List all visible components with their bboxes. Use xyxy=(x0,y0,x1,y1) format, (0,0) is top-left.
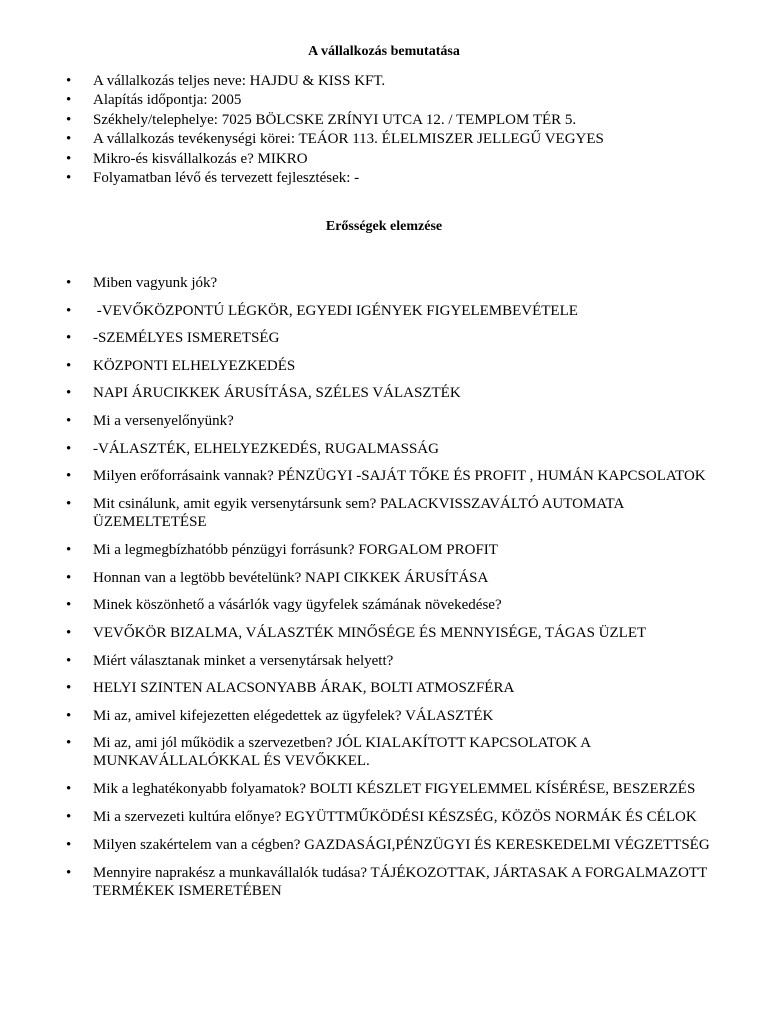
company-info-list xyxy=(0,72,768,188)
bullet-icon: • xyxy=(66,170,72,187)
list-item-text: HELYI SZINTEN ALACSONYABB ÁRAK, BOLTI ATMOSZFÉRA xyxy=(93,680,515,697)
list-item xyxy=(0,91,768,110)
list-item xyxy=(0,780,768,798)
list-item xyxy=(0,384,768,402)
list-item xyxy=(0,679,768,697)
bullet-icon: • xyxy=(66,150,72,167)
list-item-text: Folyamatban lévő és tervezett fejlesztések: - xyxy=(93,170,360,187)
bullet-icon: • xyxy=(66,92,72,109)
strengths-list xyxy=(0,274,768,910)
bullet-icon: • xyxy=(66,357,72,374)
list-item-text: Székhely/telephelye: 7025 BÖLCSKE ZRÍNYI UTCA 12. / TEMPLOM TÉR 5. xyxy=(93,111,577,128)
list-item-text: Mi az, ami jól működik a szervezetben? JÓL KIALAKÍTOTT KAPCSOLATOK A MUNKAVÁLLALÓKKAL ÉS VEVŐKKEL. xyxy=(93,735,591,770)
list-item xyxy=(0,440,768,458)
list-item xyxy=(0,624,768,642)
list-item xyxy=(0,130,768,149)
bullet-icon: • xyxy=(66,864,72,881)
list-item xyxy=(0,495,768,531)
bullet-icon: • xyxy=(66,330,72,347)
bullet-icon: • xyxy=(66,781,72,798)
list-item xyxy=(0,707,768,725)
bullet-icon: • xyxy=(66,111,72,128)
list-item-text: Mit csinálunk, amit egyik versenytársunk sem? PALACKVISSZAVÁLTÓ AUTOMATA ÜZEMELTETÉSE xyxy=(93,496,624,531)
bullet-icon: • xyxy=(66,624,72,641)
bullet-icon: • xyxy=(66,569,72,586)
list-item-text: VEVŐKÖR BIZALMA, VÁLASZTÉK MINŐSÉGE ÉS MENNYISÉGE, TÁGAS ÜZLET xyxy=(93,624,647,641)
bullet-icon: • xyxy=(66,597,72,614)
bullet-icon: • xyxy=(66,542,72,559)
bullet-icon: • xyxy=(66,735,72,752)
list-item xyxy=(0,302,768,320)
list-item xyxy=(0,541,768,559)
list-item xyxy=(0,808,768,826)
list-item-text: NAPI ÁRUCIKKEK ÁRUSÍTÁSA, SZÉLES VÁLASZTÉK xyxy=(93,385,461,402)
list-item-text: -SZEMÉLYES ISMERETSÉG xyxy=(93,330,280,347)
list-item xyxy=(0,569,768,587)
list-item xyxy=(0,72,768,91)
list-item xyxy=(0,169,768,188)
bullet-icon: • xyxy=(66,496,72,513)
list-item-text: KÖZPONTI ELHELYEZKEDÉS xyxy=(93,357,296,374)
list-item xyxy=(0,864,768,900)
list-item xyxy=(0,274,768,292)
list-item xyxy=(0,596,768,614)
bullet-icon: • xyxy=(66,680,72,697)
bullet-icon: • xyxy=(66,275,72,291)
bullet-icon: • xyxy=(66,302,72,319)
section-title-strengths: Erősségek elemzése xyxy=(325,219,443,234)
list-item-text: Honnan van a legtöbb bevételünk? NAPI CIKKEK ÁRUSÍTÁSA xyxy=(93,569,489,586)
bullet-icon: • xyxy=(66,652,72,669)
bullet-icon: • xyxy=(66,707,72,724)
list-item xyxy=(0,652,768,670)
list-item-text: Mi a szervezeti kultúra előnye? EGYÜTTMŰKÖDÉSI KÉSZSÉG, KÖZÖS NORMÁK ÉS CÉLOK xyxy=(93,808,697,825)
bullet-icon: • xyxy=(66,73,72,89)
list-item-text: A vállalkozás teljes neve: HAJDU & KISS KFT. xyxy=(93,73,386,89)
list-item xyxy=(0,412,768,430)
list-item-text: Mikro-és kisvállalkozás e? MIKRO xyxy=(93,150,308,167)
list-item-text: Mik a leghatékonyabb folyamatok? BOLTI KÉSZLET FIGYELEMMEL KÍSÉRÉSE, BESZERZÉS xyxy=(93,781,696,798)
list-item-text: Miért választanak minket a versenytársak helyett? xyxy=(93,652,394,669)
list-item-text: Mi a legmegbízhatóbb pénzügyi forrásunk? FORGALOM PROFIT xyxy=(93,542,498,559)
list-item xyxy=(0,836,768,854)
list-item-text: Milyen szakértelem van a cégben? GAZDASÁGI,PÉNZÜGYI ÉS KERESKEDELMI VÉGZETTSÉG xyxy=(93,836,710,853)
list-item-text: Minek köszönhető a vásárlók vagy ügyfelek számának növekedése? xyxy=(93,597,502,614)
list-item-text: Milyen erőforrásaink vannak? PÉNZÜGYI -SAJÁT TŐKE ÉS PROFIT , HUMÁN KAPCSOLATOK xyxy=(93,468,706,485)
bullet-icon: • xyxy=(66,468,72,485)
list-item xyxy=(0,150,768,169)
list-item-text: Miben vagyunk jók? xyxy=(93,275,218,291)
list-item xyxy=(0,734,768,770)
bullet-icon: • xyxy=(66,385,72,402)
list-item-text: Mi a versenyelőnyünk? xyxy=(93,412,234,429)
list-item xyxy=(0,111,768,130)
list-item-text: Alapítás időpontja: 2005 xyxy=(93,92,242,109)
list-item-text: -VÁLASZTÉK, ELHELYEZKEDÉS, RUGALMASSÁG xyxy=(93,440,439,457)
list-item xyxy=(0,329,768,347)
bullet-icon: • xyxy=(66,131,72,148)
list-item xyxy=(0,357,768,375)
bullet-icon: • xyxy=(66,412,72,429)
list-item-text: -VEVŐKÖZPONTÚ LÉGKÖR, EGYEDI IGÉNYEK FIGYELEMBEVÉTELE xyxy=(93,302,578,319)
bullet-icon: • xyxy=(66,440,72,457)
bullet-icon: • xyxy=(66,808,72,825)
list-item-text: A vállalkozás tevékenységi körei: TEÁOR 113. ÉLELMISZER JELLEGŰ VEGYES xyxy=(93,131,604,148)
list-item-text: Mi az, amivel kifejezetten elégedettek az ügyfelek? VÁLASZTÉK xyxy=(93,707,494,724)
section-title-company: A vállalkozás bemutatása xyxy=(308,44,460,59)
list-item-text: Mennyire naprakész a munkavállalók tudása? TÁJÉKOZOTTAK, JÁRTASAK A FORGALMAZOTT TERMÉKEK ISMERETÉBEN xyxy=(93,864,707,899)
bullet-icon: • xyxy=(66,836,72,853)
list-item xyxy=(0,467,768,485)
